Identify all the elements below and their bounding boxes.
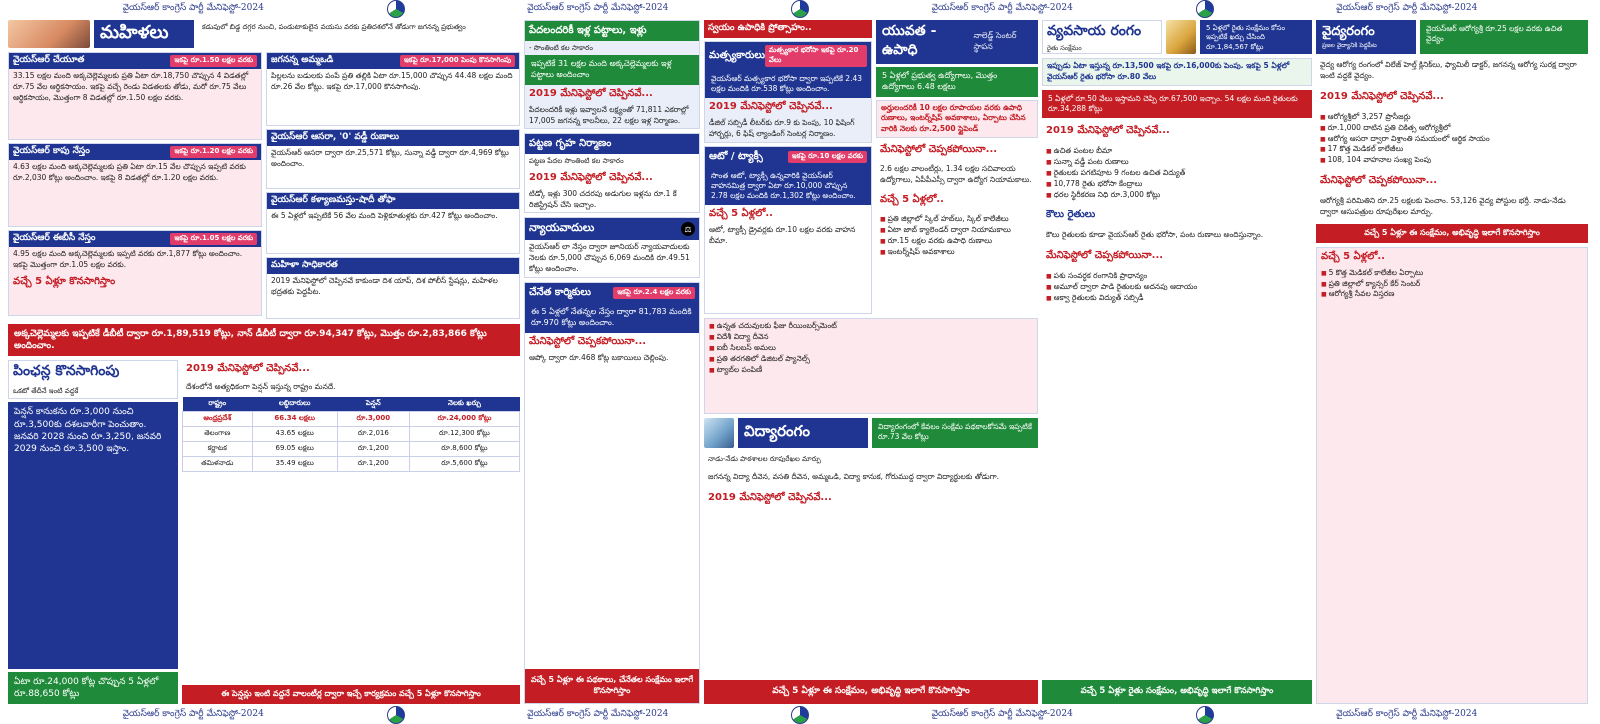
auto-ribbon: సొంత ఆటో, ట్యాక్సీ ఉన్నవారికి వైయస్ఆర్ వాహనమిత్ర ద్వారా ఏటా రూ.10,000 చొప్పున 2.78 లక్షల మందికి రూ.1,302 కోట్లు అందించాం. — [705, 167, 871, 205]
agri-highlight-text: ఇప్పుడు ఏటా ఇస్తున్న రూ.13,500 ఇకపై రూ.16,000కు పెంపు. ఇకపై 5 ఏళ్లలో వైయస్ఆర్ రైతు భరోసా రూ.80 వేలు — [1047, 61, 1290, 81]
agri-tenant-head: కౌలు రైతులు — [1046, 209, 1096, 221]
bottom-band — [0, 706, 1600, 724]
list-item: ■ సున్నా వడ్డీ పంట రుణాలు — [1046, 157, 1308, 168]
ebc-title: వైయస్ఆర్ ఈబీసీ నేస్తం — [13, 233, 96, 243]
table-cell: తెలంగాణ — [183, 427, 253, 442]
table-cell: ఆంధ్రప్రదేశ్ — [183, 412, 253, 427]
lawyers-body: వైయస్ఆర్ లా నేస్తం ద్వారా జూనియర్ న్యాయవాదులకు నెలకు రూ.5,000 చొప్పున 6,069 మందికి రూ.49.51 కోట్లు అందించాం. — [529, 242, 690, 274]
safety-body: 2019 మేనిఫెస్టోలో చెప్పినవే కాకుండా దిశ యాప్, దిశ పోలీస్ స్టేషన్లు, మహిళల భద్రతకు పెద్దపీట. — [271, 276, 498, 296]
housing-column — [524, 20, 700, 704]
fisher-title: మత్స్యకారులు — [709, 50, 765, 61]
education-sub: నాడు-నేడు పాఠశాలల రూపురేఖల మార్పు — [708, 455, 821, 463]
youth-title: యువత - ఉపాధి — [882, 23, 937, 58]
weavers-manifesto-head: మేనిఫెస్టోలో చెప్పకపోయినా... — [529, 335, 647, 347]
table-row — [183, 457, 520, 472]
fisher-ribbon: వైయస్ఆర్ మత్స్యకార భరోసా ద్వారా ఇప్పటికే 2.43 లక్షల మందికి రూ.538 కోట్లు అందించాం. — [705, 70, 871, 98]
party-logo-icon — [1196, 706, 1214, 724]
table-row — [183, 427, 520, 442]
amma-header — [267, 53, 519, 69]
party-logo-icon — [387, 706, 405, 724]
kapu-body: 4.63 లక్షల మంది అక్కచెల్లెమ్మలకు ప్రతి ఏటా రూ.15 వేల చొప్పున ఇప్పటి వరకు రూ.2,030 కోట్లు అందించాం. ఇకపై 8 విడతల్లో రూ.1.20 లక్షల వరకు. — [13, 162, 246, 182]
agri-manifesto-head: 2019 మేనిఫెస్టోలో చెప్పినవే... — [1046, 125, 1170, 136]
weavers-header — [525, 283, 699, 303]
urban-manifesto-head: 2019 మేనిఫెస్టోలో చెప్పినవే... — [529, 171, 653, 183]
health-column — [1316, 20, 1588, 704]
table-cell: రూ.2,016 — [337, 427, 409, 442]
manifesto-page — [8, 20, 1592, 704]
band-text: వైయస్ఆర్ కాంగ్రెస్ పార్టీ మేనిఫెస్టో-2024 — [122, 709, 264, 719]
youth-top-row — [704, 20, 1038, 314]
urban-card — [524, 133, 700, 213]
education-manifesto-head: 2019 మేనిఫెస్టోలో చెప్పినవే... — [708, 492, 832, 504]
ebc-header — [9, 231, 261, 247]
announce-header — [704, 20, 872, 38]
women-next5: వచ్చే 5 ఏళ్లూ కొనసాగిస్తాం — [13, 275, 116, 287]
list-item: ■ ఆరోగ్యశ్రీలో 3,257 ప్రొసీజర్లు — [1320, 112, 1584, 123]
list-item: ■ ఐబీ సిలబస్ అమలు — [709, 343, 1033, 354]
agri-footer: వచ్చే 5 ఏళ్లూ రైతు సంక్షేమం, అభివృద్ధి ఇలాగే కొనసాగిస్తాం — [1042, 680, 1312, 704]
women-title — [94, 20, 194, 48]
kapu-pill: ఇకపై రూ.1.20 లక్షల వరకు — [170, 146, 257, 158]
band-text: వైయస్ఆర్ కాంగ్రెస్ పార్టీ మేనిఫెస్టో-2024 — [527, 3, 669, 13]
band-text: వైయస్ఆర్ కాంగ్రెస్ పార్టీ మేనిఫెస్టో-2024 — [527, 709, 669, 719]
amma-body: పిల్లలను బడులకు పంపే ప్రతి తల్లికి ఏటా రూ.15,000 చొప్పున 44.48 లక్షల మంది రూ.26 వేల కోట్లు. ఇకపై రూ.17,000 కొనసాగింపు. — [271, 71, 513, 91]
band-text: వైయస్ఆర్ కాంగ్రెస్ పార్టీ మేనిఫెస్టో-2024 — [931, 3, 1073, 13]
asara-title: వైయస్ఆర్ ఆసరా, '0' వడ్డీ రుణాలు — [271, 132, 399, 142]
women-header — [8, 20, 520, 48]
urban-title: పట్టణ గృహ నిర్మాణం — [529, 138, 612, 150]
agri-highlight — [1042, 58, 1312, 86]
list-item: ■ ఆరోగ్యశ్రీ సేవల విస్తరణ — [1321, 289, 1583, 300]
party-logo-icon — [791, 706, 809, 724]
leader-photo — [704, 418, 734, 448]
women-right — [266, 52, 520, 320]
housing-card — [524, 20, 700, 129]
women-column — [8, 20, 520, 704]
list-item: ■ ఆరోగ్య ఆసరా ద్వారా విశ్రాంతి సమయంలో ఆర్థిక సాయం — [1320, 134, 1584, 145]
youth-stack — [876, 20, 1038, 314]
youth-ribbon: 5 ఏళ్లలో ప్రభుత్వ ఉద్యోగాలు, మొత్తం ఉద్యోగాలు 6.48 లక్షలు — [876, 67, 1038, 97]
auto-card — [704, 146, 872, 314]
youth-column — [704, 20, 1038, 704]
agri-title: వ్యవసాయ రంగం — [1047, 23, 1142, 39]
col-header: రాష్ట్రం — [183, 397, 253, 412]
agri-title-card — [1042, 20, 1162, 54]
band-text: వైయస్ఆర్ కాంగ్రెస్ పార్టీ మేనిఫెస్టో-2024 — [931, 709, 1073, 719]
table-row — [183, 412, 520, 427]
table-cell: తమిళనాడు — [183, 457, 253, 472]
health-body2: ఆరోగ్యశ్రీ పరిమితిని రూ.25 లక్షలకు పెంచాం. 53,126 వైద్య పోస్టుల భర్తీ. నాడు-నేడు ద్వారా ఆసుపత్రుల రూపురేఖల మార్పు. — [1320, 196, 1566, 216]
women-left — [8, 52, 262, 320]
agri-bullets — [1042, 144, 1312, 202]
announce-red-text: అర్హులందరికీ 10 లక్షల రూపాయల వరకు ఉపాధి రుణాలు, ఇంటర్న్‌షిప్ అవకాశాలు, ఏర్పాటు చేసిన వారికి నెలకు రూ.2,500 స్టైపెండ్ — [881, 102, 1026, 134]
fisher-auto-stack — [704, 20, 872, 314]
cheyutha-card — [8, 52, 262, 140]
safety-title: మహిళా సాధికారత — [271, 260, 338, 270]
agri-sub: రైతు సంక్షేమం — [1047, 44, 1082, 52]
housing-title: పేదలందరికీ ఇళ్ల పట్టాలు, ఇళ్లు — [529, 25, 647, 36]
table-cell: రూ.1,200 — [337, 442, 409, 457]
health-manifesto-head: 2019 మేనిఫెస్టోలో చెప్పినవే... — [1320, 90, 1444, 102]
table-cell: 66.34 లక్షలు — [252, 412, 337, 427]
list-item: ■ విదేశీ విద్యా దీవెన — [709, 332, 1033, 343]
weavers-card — [524, 282, 700, 704]
list-item: ■ ప్రతి తరగతిలో డిజిటల్ ప్యానెల్స్ — [709, 354, 1033, 365]
pension-sub: ఒకటో తేదీనే ఇంటి వద్దకే — [13, 387, 79, 396]
cheyutha-title: వైయస్ఆర్ చేయూత — [13, 55, 85, 65]
party-logo-icon — [791, 0, 809, 18]
top-band — [0, 0, 1600, 18]
agri-bullets2 — [1042, 269, 1312, 306]
lawyers-title: న్యాయవాదులు — [529, 221, 595, 235]
cheyutha-pill: ఇకపై రూ.1.50 లక్షల వరకు — [170, 55, 257, 67]
auto-pill: ఇకపై రూ.10 లక్షల వరకు — [788, 151, 867, 163]
agri-header-row — [1042, 20, 1312, 54]
ebc-body: 4.95 లక్షల మంది అక్కచెల్లెమ్మలకు ఇప్పటి వరకు రూ.1,877 కోట్లు అందించాం. ఇకపై మొత్తంగా రూ.1.05 లక్షల వరకు. — [13, 249, 243, 269]
weavers-footer: వచ్చే 5 ఏళ్లూ ఈ పథకాలు, చేనేతల సంక్షేమం ఇలాగే కొనసాగిస్తాం — [525, 669, 699, 703]
pension-title: పింఛన్ల కొనసాగింపు — [13, 363, 120, 380]
education-body: జగనన్న విద్యా దీవెన, వసతి దీవెన, అమ్మఒడి, విద్యా కానుక, గోరుముద్ద ద్వారా విద్యార్థులకు తోడుగా. — [708, 472, 1000, 482]
pension-stat: ఏటా రూ.24,000 కోట్ల చొప్పున 5 ఏళ్లలో రూ.88,650 కోట్లు — [8, 672, 178, 704]
list-item: ■ రూ.1,000 దాటిన ప్రతి చికిత్స ఆరోగ్యశ్రీలో — [1320, 123, 1584, 134]
table-cell: రూ.3,000 — [337, 412, 409, 427]
party-logo-icon — [1196, 0, 1214, 18]
agri-column — [1042, 20, 1312, 704]
weavers-pill: ఇకపై రూ.2.4 లక్షల వరకు — [613, 287, 695, 299]
youth-manifesto-head: మేనిఫెస్టోలో చెప్పకపోయినా... — [880, 144, 998, 156]
list-item: ■ ధరల స్థిరీకరణ నిధి రూ.3,000 కోట్లు — [1046, 190, 1308, 201]
health-bullets2 — [1317, 266, 1587, 303]
pension-title-card — [8, 360, 178, 399]
kapu-card — [8, 143, 262, 227]
table-cell: 35.49 లక్షలు — [252, 457, 337, 472]
fisher-body: డీజిల్ సబ్సిడీ లీటర్‌కు రూ.9 కు పెంపు, 10 ఫిషింగ్ హార్బర్లు, 6 ఫిష్ ల్యాండింగ్ సెంటర్ల నిర్మాణం. — [709, 118, 855, 139]
pension-note: దేశంలోనే అత్యధికంగా పెన్షన్ ఇస్తున్న రాష్ట్రం మనదే. — [186, 382, 336, 392]
education-footer: వచ్చే 5 ఏళ్లూ ఈ సంక్షేమం, అభివృద్ధి ఇలాగే కొనసాగిస్తాం — [704, 680, 1038, 704]
agri-tenant-body: కౌలు రైతులకు కూడా వైయస్ఆర్ రైతు భరోసా, పంట రుణాలు అందిస్తున్నాం. — [1046, 230, 1264, 240]
auto-title: ఆటో / ట్యాక్సీ — [709, 151, 763, 162]
pension-body: పెన్షన్ కానుకను రూ.3,000 నుంచి రూ.3,500కు దశలవారీగా పెంచుతాం. జనవరి 2028 నుంచి రూ.3,250, జనవరి 2029 నుంచి రూ.3,500 ఇస్తాం. — [8, 402, 178, 668]
amma-pill: ఇకపై రూ.17,000 పెంపు కొనసాగింపు — [400, 55, 515, 67]
list-item: ■ ఉన్నత చదువులకు ఫీజు రీయింబర్స్‌మెంట్ — [709, 321, 1033, 332]
health-sub: ప్రజల వైద్యానికి పెద్దపీట — [1322, 42, 1377, 49]
list-item: ■ ఇంటర్న్‌షిప్ అవకాశాలు — [880, 247, 1034, 258]
table-cell: రూ.12,300 కోట్లు — [409, 427, 519, 442]
health-title — [1316, 20, 1416, 54]
list-item: ■ ఏటా జాబ్ క్యాలెండర్ ద్వారా నియామకాలు — [880, 225, 1034, 236]
fisher-header — [705, 42, 871, 70]
kapu-title: వైయస్ఆర్ కాపు నేస్తం — [13, 146, 90, 156]
youth-next5: వచ్చే 5 ఏళ్లలో.. — [880, 193, 944, 205]
housing-manifesto-head: 2019 మేనిఫెస్టోలో చెప్పినవే... — [529, 87, 653, 99]
amma-card — [266, 52, 520, 126]
table-row — [183, 442, 520, 457]
women-grid — [8, 52, 520, 320]
cheyutha-body: 33.15 లక్షల మంది అక్కచెల్లెమ్మలకు ప్రతి ఏటా రూ.18,750 చొప్పున 4 విడతల్లో రూ.75 వేల ఆర్థికసాయం. ఇకపై వచ్చే రెండు విడతలకు తోడు, మరో రూ.75 వేలు ఆర్థికసాయం, మొత్తంగా 8 విడతల్లో రూ.1.50 లక్షల వరకు. — [13, 71, 249, 102]
lawyers-card — [524, 217, 700, 278]
list-item: ■ ఆక్వా రైతులకు విద్యుత్ సబ్సిడీ — [1046, 293, 1308, 304]
education-title-text: విద్యారంగం — [744, 422, 810, 440]
list-item: ■ 17 కొత్త మెడికల్ కాలేజీలు — [1320, 144, 1584, 155]
kalyanamasthu-header — [267, 193, 519, 209]
health-red-banner: వచ్చే 5 ఏళ్లూ ఈ సంక్షేమం, అభివృద్ధి ఇలాగే కొనసాగిస్తాం — [1316, 224, 1588, 243]
pension-left — [8, 360, 178, 704]
women-intro: కడుపులో బిడ్డ దగ్గర నుంచి, పండుటాకులైన వయసు వరకు ప్రతిదశలోనే తోడుగా జగనన్న ప్రభుత్వం — [202, 23, 466, 31]
table-cell: రూ.24,000 కోట్లు — [409, 412, 519, 427]
list-item: ■ పశు సంవర్ధక రంగానికి ప్రాధాన్యం — [1046, 271, 1308, 282]
pension-footer: ఈ పెన్షన్లు ఇంటి వద్దనే వాలంటీర్ల ద్వారా ఇచ్చే కార్యక్రమం వచ్చే 5 ఏళ్లూ కొనసాగిస్తాం — [182, 685, 520, 704]
cheyutha-header — [9, 53, 261, 69]
housing-body: పేదలందరికీ ఇళ్లు ఇవ్వాలనే లక్ష్యంతో 71,811 ఎకరాల్లో 17,005 జగనన్న కాలనీలు, 22 లక్షల ఇళ్ల నిర్మాణం. — [529, 104, 689, 125]
kalyanamasthu-body: ఈ 5 ఏళ్లలో ఇప్పటికే 56 వేల మంది పెళ్లికూతుళ్లకు రూ.427 కోట్లు అందించాం. — [271, 211, 498, 220]
asara-body: వైయస్ఆర్ ఆసరా ద్వారా రూ.25,571 కోట్లు, సున్నా వడ్డీ ద్వారా రూ.4,969 కోట్లు అందించాం. — [271, 148, 509, 168]
health-manifesto2-head: మేనిఫెస్టోలో చెప్పకపోయినా... — [1320, 175, 1438, 187]
party-logo-icon — [387, 0, 405, 18]
health-bullets — [1316, 110, 1588, 168]
list-item: ■ రూ.15 లక్షల వరకు ఉపాధి రుణాలు — [880, 236, 1034, 247]
pension-table — [182, 397, 520, 472]
auto-header — [705, 147, 871, 167]
table-cell: రూ.1,200 — [337, 457, 409, 472]
ebc-pill: ఇకపై రూ.1.05 లక్షల వరకు — [170, 233, 257, 245]
health-pill: వైయస్ఆర్ ఆరోగ్యశ్రీ రూ.25 లక్షల వరకు ఉచిత వైద్యం — [1420, 20, 1588, 54]
band-text: వైయస్ఆర్ కాంగ్రెస్ పార్టీ మేనిఫెస్టో-2024 — [1336, 709, 1478, 719]
table-cell: రూ.8,600 కోట్లు — [409, 442, 519, 457]
table-cell: రూ.5,600 కోట్లు — [409, 457, 519, 472]
housing-ribbon: ఇప్పటికే 31 లక్షల మంది అక్కచెల్లెమ్మలకు ఇళ్ల పట్టాలు అందించాం — [525, 55, 699, 85]
amma-title: జగనన్న అమ్మఒడి — [271, 55, 334, 65]
kalyanamasthu-title: వైయస్ఆర్ కళ్యాణమస్తు-షాదీ తోఫా — [271, 195, 396, 205]
announce-title: స్వయం ఉపాధికి ప్రోత్సాహం.. — [708, 23, 812, 33]
weavers-title: చేనేత కార్మికులు — [529, 287, 591, 298]
agri-logo-photo — [1166, 20, 1196, 54]
list-item: ■ 10,778 రైతు భరోసా కేంద్రాలు — [1046, 179, 1308, 190]
scales-icon: ⚖ — [681, 222, 695, 236]
education-title — [738, 418, 868, 448]
list-item: ■ 108, 104 వాహనాల సంఖ్య పెంపు — [1320, 155, 1584, 166]
health-next5-card — [1316, 247, 1588, 704]
safety-card — [266, 257, 520, 319]
women-title-text: మహిళలు — [100, 21, 169, 43]
fisher-manifesto-head: 2019 మేనిఫెస్టోలో చెప్పినవే... — [709, 101, 833, 113]
list-item: ■ ఉచిత పంటల బీమా — [1046, 146, 1308, 157]
band-text: వైయస్ఆర్ కాంగ్రెస్ పార్టీ మేనిఫెస్టో-2024 — [1336, 3, 1478, 13]
asara-header — [267, 130, 519, 146]
housing-header — [525, 21, 699, 41]
list-item: ■ 5 కొత్త మెడికల్ కాలేజీల ఏర్పాటు — [1321, 268, 1583, 279]
weavers-body: ఆప్కో ద్వారా రూ.468 కోట్ల బకాయిలు చెల్లింపు. — [529, 352, 669, 362]
women-photo — [8, 20, 90, 48]
urban-sub: పట్టణ పేదల సొంతింటి కల సాకారం — [529, 157, 624, 166]
weavers-ribbon: ఈ 5 ఏళ్లలో నేతన్నల నేస్తం ద్వారా 81,783 మందికి రూ.970 కోట్లు అందించాం. — [525, 303, 699, 333]
urban-header — [525, 134, 699, 154]
kalyanamasthu-card — [266, 192, 520, 254]
col-header: లబ్ధిదారులు — [252, 397, 337, 412]
health-body: వైద్య ఆరోగ్య రంగంలో విలేజ్ హెల్త్ క్లినిక్‌లు, ఫ్యామిలీ డాక్టర్, జగనన్న ఆరోగ్య సురక్ష ద్వారా ఇంటి వద్దకే వైద్యం. — [1320, 60, 1577, 80]
auto-next5: వచ్చే 5 ఏళ్లలో.. — [709, 208, 773, 220]
edu-pink-card — [704, 318, 1038, 414]
list-item: ■ ప్రతి జిల్లాలో క్యాన్సర్ కేర్ సెంటర్ — [1321, 279, 1583, 290]
youth-sub: నాలెడ్జ్ సెంటర్ స్థాపన — [973, 31, 1017, 51]
col-header: పెన్షన్ — [337, 397, 409, 412]
list-item: ■ ప్రతి జిల్లాలో స్కిల్ హబ్‌లు, స్కిల్ కాలేజీలు — [880, 214, 1034, 225]
auto-body: ఆటో, ట్యాక్సీ డ్రైవర్లకు రూ.10 లక్షల వరకు వాహన బీమా. — [709, 225, 856, 246]
fisher-card — [704, 41, 872, 143]
agri-ribbon: 5 ఏళ్లలో రైతు సంక్షేమం కోసం ఇప్పటికే ఖర్చు చేసింది రూ.1,84,567 కోట్లు — [1200, 20, 1312, 54]
table-cell: 43.65 లక్షలు — [252, 427, 337, 442]
list-item: ■ రైతులకు పగటిపూట 9 గంటల ఉచిత విద్యుత్ — [1046, 168, 1308, 179]
ebc-card — [8, 230, 262, 316]
fisher-pill: మత్స్యకార భరోసా ఇకపై రూ.20 వేలు — [765, 45, 867, 67]
pension-right — [182, 360, 520, 704]
education-ribbon: విద్యారంగంలో కేవలం సంక్షేమ పథకాలకోసమే ఇప్పటికే రూ.73 వేల కోట్లు — [872, 418, 1038, 448]
asara-card — [266, 129, 520, 189]
education-header-row — [704, 418, 1038, 448]
list-item: ■ ట్యాబ్‌ల పంపిణీ — [709, 365, 1033, 376]
band-text: వైయస్ఆర్ కాంగ్రెస్ పార్టీ మేనిఫెస్టో-2024 — [122, 3, 264, 13]
kapu-header — [9, 144, 261, 160]
table-cell: 69.05 లక్షలు — [252, 442, 337, 457]
youth-bullets — [876, 212, 1038, 260]
announce-bullets — [705, 319, 1037, 377]
pension-section — [8, 360, 520, 704]
urban-body: టిడ్కో ఇళ్లు 300 చదరపు అడుగుల ఇళ్లను రూ.1 కే రిజిస్ట్రేషన్ చేసి ఇచ్చాం. — [529, 188, 677, 209]
pension-table-header — [183, 397, 520, 412]
health-title-text: వైద్యరంగం — [1322, 24, 1375, 39]
youth-red-card — [876, 100, 1038, 139]
agri-banner: 5 ఏళ్లలో రూ.50 వేలు ఇస్తామని చెప్పి రూ.67,500 ఇచ్చాం. 54 లక్షల మంది రైతులకు రూ.34,288 కోట్లు — [1042, 90, 1312, 118]
list-item: ■ అమూల్ ద్వారా పాడి రైతులకు అదనపు ఆదాయం — [1046, 282, 1308, 293]
health-header-row — [1316, 20, 1588, 54]
col-header: నెలకు ఖర్చు — [409, 397, 519, 412]
safety-header — [267, 258, 519, 274]
pension-manifesto-head: 2019 మేనిఫెస్టోలో చెప్పినవే... — [186, 363, 310, 375]
health-next5: వచ్చే 5 ఏళ్లలో.. — [1321, 250, 1385, 262]
youth-header — [876, 20, 1038, 64]
agri-manifesto2-head: మేనిఫెస్టోలో చెప్పకపోయినా... — [1046, 250, 1164, 262]
table-cell: కర్ణాటక — [183, 442, 253, 457]
lawyers-header — [525, 218, 699, 240]
women-dbt-banner: అక్కచెల్లెమ్మలకు ఇప్పటికే డీబీటీ ద్వారా రూ.1,89,519 కోట్లు, నాన్ డీబీటీ ద్వారా రూ.94,347 కోట్లు, మొత్తం రూ.2,83,866 కోట్లు అందించాం. — [8, 324, 520, 356]
youth-body: 2.6 లక్షల వాలంటీర్లు, 1.34 లక్షల సచివాలయ ఉద్యోగాలు, ఏపీపీఎస్సీ ద్వారా ఉద్యోగ నియామకాలు. — [880, 164, 1032, 185]
housing-sub: - సొంతింటి కల సాకారం — [529, 44, 593, 52]
